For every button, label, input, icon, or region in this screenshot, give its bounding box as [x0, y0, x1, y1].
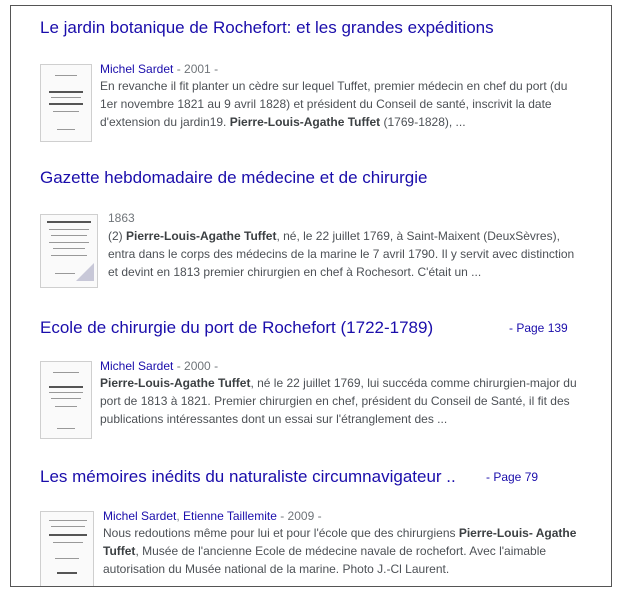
- publication-year: - 2009 -: [276, 509, 322, 523]
- snippet-text: 1er novembre 1821 au 9 avril 1828) et président du Conseil de santé, inscrivit la date: [100, 97, 552, 111]
- snippet-line: [108, 227, 610, 245]
- snippet-text: , Musée de l'ancienne Ecole de médecine navale de rochefort. Avec l'aimable: [135, 544, 547, 558]
- result-title[interactable]: Le jardin botanique de Rochefort: et les grandes expéditions: [40, 18, 494, 37]
- snippet-line: [103, 524, 610, 542]
- snippet-text: port de 1813 à 1821. Premier chirurgien en chef, président du Conseil de Santé, il fit des: [100, 394, 570, 408]
- search-results-panel: [10, 5, 612, 587]
- snippet-line: [103, 542, 610, 560]
- highlighted-term: Tuffet: [103, 544, 136, 558]
- author-link[interactable]: Etienne Taillemite: [183, 509, 277, 523]
- result-meta: [100, 359, 218, 373]
- snippet-line: [103, 560, 610, 578]
- highlighted-term: Pierre-Louis-Agathe Tuffet: [126, 229, 277, 243]
- author-link[interactable]: Michel Sardet: [100, 359, 174, 373]
- result-snippet: [100, 77, 610, 131]
- publication-year: 1863: [108, 211, 135, 225]
- highlighted-term: Pierre-Louis-Agathe Tuffet: [229, 115, 381, 129]
- snippet-text: , né, le 22 juillet 1769, à Saint-Maixent (DeuxSèvres),: [276, 229, 560, 243]
- book-cover-thumbnail[interactable]: [40, 64, 92, 142]
- snippet-line: [108, 245, 610, 263]
- snippet-line: [100, 113, 610, 131]
- snippet-text: autorisation du Musée national de la marine. Photo J.-Cl Laurent.: [103, 562, 450, 576]
- book-cover-thumbnail[interactable]: [40, 511, 94, 587]
- result-meta: [103, 509, 322, 523]
- snippet-text: entra dans le corps des médecins de la marine le 7 avril 1790. Il y servit avec distinction: [108, 247, 575, 261]
- snippet-line: [100, 374, 610, 392]
- snippet-text: d'extension du jardin19.: [100, 115, 230, 129]
- snippet-text: (2): [108, 229, 126, 243]
- result-snippet: [100, 374, 610, 428]
- snippet-text: , né le 22 juillet 1769, lui succéda comme chirurgien-major du: [250, 376, 577, 390]
- snippet-line: [100, 95, 610, 113]
- result-title[interactable]: Les mémoires inédits du naturaliste circumnavigateur ..: [40, 467, 456, 486]
- result-title[interactable]: Ecole de chirurgie du port de Rochefort (1722-1789): [40, 318, 434, 337]
- publication-year: - 2000 -: [173, 359, 219, 373]
- snippet-text: publications intéressantes dont un essai sur l'étranglement des ...: [100, 412, 448, 426]
- highlighted-term: Pierre-Louis-Agathe Tuffet: [100, 376, 251, 390]
- snippet-line: [100, 77, 610, 95]
- page-link[interactable]: - Page 79: [486, 470, 539, 484]
- page-link[interactable]: - Page 139: [509, 321, 568, 335]
- snippet-text: (1769-1828), ...: [380, 115, 466, 129]
- result-meta: [108, 211, 135, 225]
- book-cover-thumbnail[interactable]: [40, 214, 98, 288]
- snippet-line: [100, 410, 610, 428]
- book-cover-thumbnail[interactable]: [40, 361, 92, 439]
- author-link[interactable]: Michel Sardet: [100, 62, 174, 76]
- author-separator: ,: [176, 509, 184, 523]
- snippet-line: [108, 263, 610, 281]
- publication-year: - 2001 -: [173, 62, 219, 76]
- snippet-text: En revanche il fit planter un cèdre sur lequel Tuffet, premier médecin en chef du port (du: [100, 79, 568, 93]
- result-title[interactable]: Gazette hebdomadaire de médecine et de chirurgie: [40, 168, 428, 187]
- snippet-line: [100, 392, 610, 410]
- result-meta: [100, 62, 218, 76]
- result-snippet: [108, 227, 610, 281]
- result-snippet: [103, 524, 610, 578]
- snippet-text: et devint en 1813 premier chirurgien en chef à Rochesort. C'était un ...: [108, 265, 482, 279]
- highlighted-term: Pierre-Louis- Agathe: [458, 526, 577, 540]
- snippet-text: Nous redoutions même pour lui et pour l'école que des chirurgiens: [103, 526, 459, 540]
- author-link[interactable]: Michel Sardet: [103, 509, 177, 523]
